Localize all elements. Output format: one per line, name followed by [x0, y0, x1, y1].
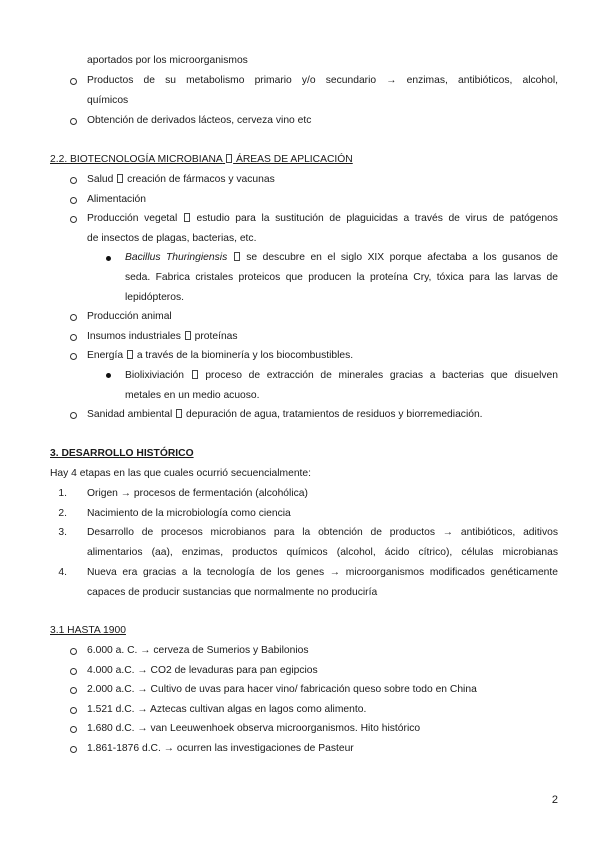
list-item-productos-cont: químicos [87, 95, 129, 106]
page-number: 2 [551, 794, 558, 806]
missing-glyph-icon [176, 409, 182, 418]
missing-glyph-icon [117, 174, 123, 183]
circle-bullet-icon [70, 334, 77, 341]
list-number: 1. [58, 488, 67, 499]
timeline-item: 1.680 d.C. → van Leeuwenhoek observa microorganismos. Hito histórico [87, 723, 421, 734]
circle-bullet-icon [70, 648, 77, 655]
circle-bullet-icon [70, 177, 77, 184]
numbered-item-desarrollo: Desarrollo de procesos microbianos para la obtención de productos → antibióticos, aditivos [87, 527, 558, 538]
circle-bullet-icon [70, 118, 77, 125]
missing-glyph-icon [185, 331, 191, 340]
circle-bullet-icon [70, 707, 77, 714]
circle-bullet-icon [70, 412, 77, 419]
circle-bullet-icon [70, 687, 77, 694]
list-number: 2. [58, 508, 67, 519]
list-item-produccion-vegetal-cont: de insectos de plagas, bacterias, etc. [87, 233, 257, 244]
circle-bullet-icon [70, 78, 77, 85]
section-heading-2-2: 2.2. BIOTECNOLOGÍA MICROBIANA ÁREAS DE APLICACIÓN [50, 154, 353, 165]
missing-glyph-icon [192, 370, 198, 379]
list-item-productos: Productos de su metabolismo primario y/o secundario → enzimas, antibióticos, alcohol, [87, 75, 558, 86]
section-heading-3: 3. DESARROLLO HISTÓRICO [50, 448, 194, 459]
list-item-alimentacion: Alimentación [87, 194, 146, 205]
circle-bullet-icon [70, 197, 77, 204]
list-item-bacillus-cont: seda. Fabrica cristales proteicos que producen la proteína Cry, tóxica para las larvas de [125, 272, 558, 283]
circle-bullet-icon [70, 746, 77, 753]
list-item-bacillus: Bacillus Thuringiensis se descubre en el siglo XIX porque afectaba a los gusanos de [125, 252, 558, 263]
missing-glyph-icon [234, 252, 240, 261]
dot-bullet-icon [106, 256, 111, 261]
circle-bullet-icon [70, 353, 77, 360]
timeline-item: 1.861-1876 d.C. → ocurren las investigaciones de Pasteur [87, 743, 354, 754]
section-intro: Hay 4 etapas en las que cuales ocurrió secuencialmente: [50, 468, 312, 479]
timeline-item: 4.000 a.C. → CO2 de levaduras para pan egipcios [87, 665, 318, 676]
missing-glyph-icon [226, 154, 232, 163]
dot-bullet-icon [106, 373, 111, 378]
list-item-insumos: Insumos industriales proteínas [87, 331, 238, 342]
circle-bullet-icon [70, 668, 77, 675]
missing-glyph-icon [127, 350, 133, 359]
list-item-salud: Salud creación de fármacos y vacunas [87, 174, 275, 185]
numbered-item-nueva-era: Nueva era gracias a la tecnología de los genes → microorganismos modificados genéticamente [87, 567, 558, 578]
list-item-sanidad: Sanidad ambiental depuración de agua, tratamientos de residuos y biorremediación. [87, 409, 483, 420]
list-number: 3. [58, 527, 67, 538]
numbered-item-nueva-era-cont: capaces de producir sustancias que normalmente no produciría [87, 587, 378, 598]
list-item-biolixiviacion: Biolixiviación proceso de extracción de minerales gracias a bacterias que disuelven [125, 370, 558, 381]
list-item-produccion-vegetal: Producción vegetal estudio para la sustitución de plaguicidas a través de virus de patógenos [87, 213, 558, 224]
list-item-produccion-animal: Producción animal [87, 311, 172, 322]
numbered-item-desarrollo-cont: alimentarios (aa), enzimas, productos químicos (alcohol, ácido cítrico), células microbianas [87, 547, 558, 558]
list-item-bacillus-cont-2: lepidópteros. [125, 292, 184, 303]
timeline-item: 6.000 a. C. → cerveza de Sumerios y Babilonios [87, 645, 309, 656]
list-item-biolixiviacion-cont: metales en un medio acuoso. [125, 390, 260, 401]
numbered-item-origen: Origen → procesos de fermentación (alcohólica) [87, 488, 308, 499]
continuation-line: aportados por los microorganismos [87, 55, 248, 66]
circle-bullet-icon [70, 216, 77, 223]
numbered-item-nacimiento: Nacimiento de la microbiología como ciencia [87, 508, 291, 519]
list-item-derivados: Obtención de derivados lácteos, cerveza vino etc [87, 115, 312, 126]
missing-glyph-icon [184, 213, 190, 222]
timeline-item: 1.521 d.C. → Aztecas cultivan algas en lagos como alimento. [87, 704, 367, 715]
circle-bullet-icon [70, 726, 77, 733]
circle-bullet-icon [70, 314, 77, 321]
timeline-item: 2.000 a.C. → Cultivo de uvas para hacer vino/ fabricación queso sobre todo en China [87, 684, 477, 695]
section-heading-3-1: 3.1 HASTA 1900 [50, 625, 126, 636]
list-item-energia: Energía a través de la biominería y los biocombustibles. [87, 350, 354, 361]
list-number: 4. [58, 567, 67, 578]
